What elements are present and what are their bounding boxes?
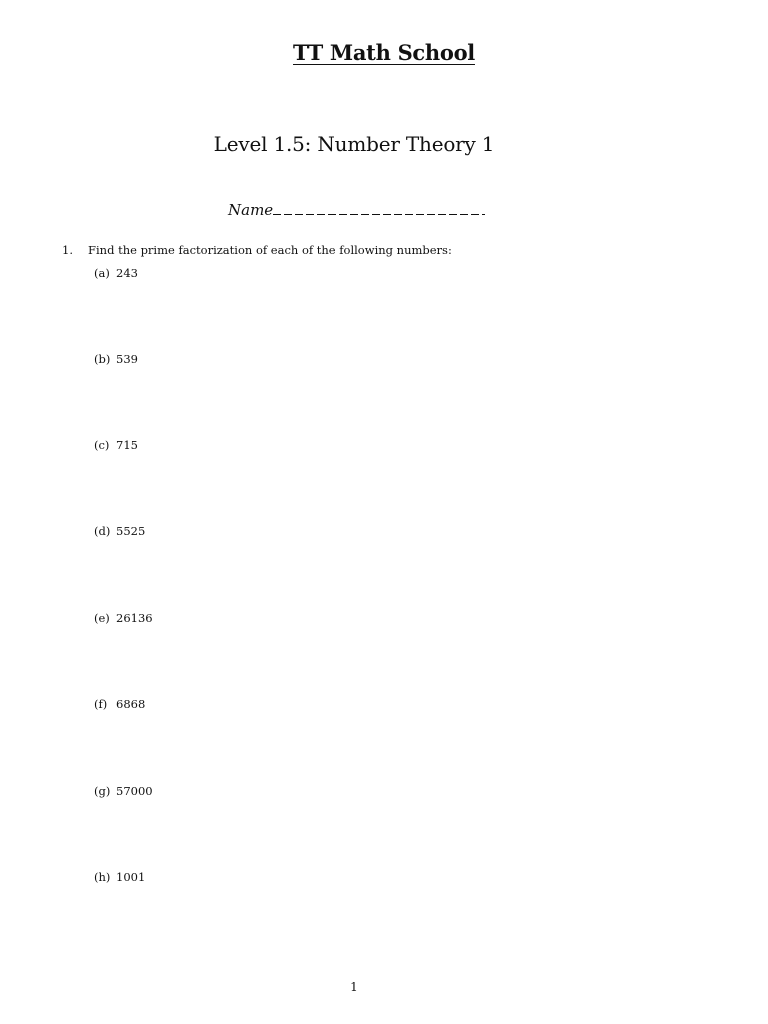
part-d [94,524,145,538]
part-g [94,784,153,798]
part-letter: (g) [94,784,111,798]
name-blank-line [273,201,485,215]
part-number: 26136 [116,611,153,625]
part-letter: (c) [94,438,110,452]
part-letter: (f) [94,697,108,711]
page-number: 1 [350,980,358,994]
part-e [94,611,153,625]
name-label: Name [228,201,274,219]
part-number: 57000 [116,784,153,798]
part-letter: (b) [94,352,111,366]
part-number: 1001 [116,870,146,884]
part-h [94,870,145,884]
part-number: 5525 [116,524,146,538]
question-prompt: Find the prime factorization of each of the following numbers: [88,243,452,257]
school-title: TT Math School [293,40,475,65]
part-letter: (e) [94,611,110,625]
part-b [94,352,138,366]
question-number: 1. [62,243,73,257]
part-letter: (h) [94,870,111,884]
part-c [94,438,138,452]
name-field [228,201,485,219]
part-letter: (d) [94,524,111,538]
question-1 [62,243,452,257]
part-f [94,697,145,711]
part-letter: (a) [94,266,110,280]
part-number: 6868 [116,697,146,711]
part-a [94,266,138,280]
part-number: 715 [116,438,138,452]
part-number: 243 [116,266,138,280]
worksheet-title: Level 1.5: Number Theory 1 [213,132,495,156]
part-number: 539 [116,352,138,366]
